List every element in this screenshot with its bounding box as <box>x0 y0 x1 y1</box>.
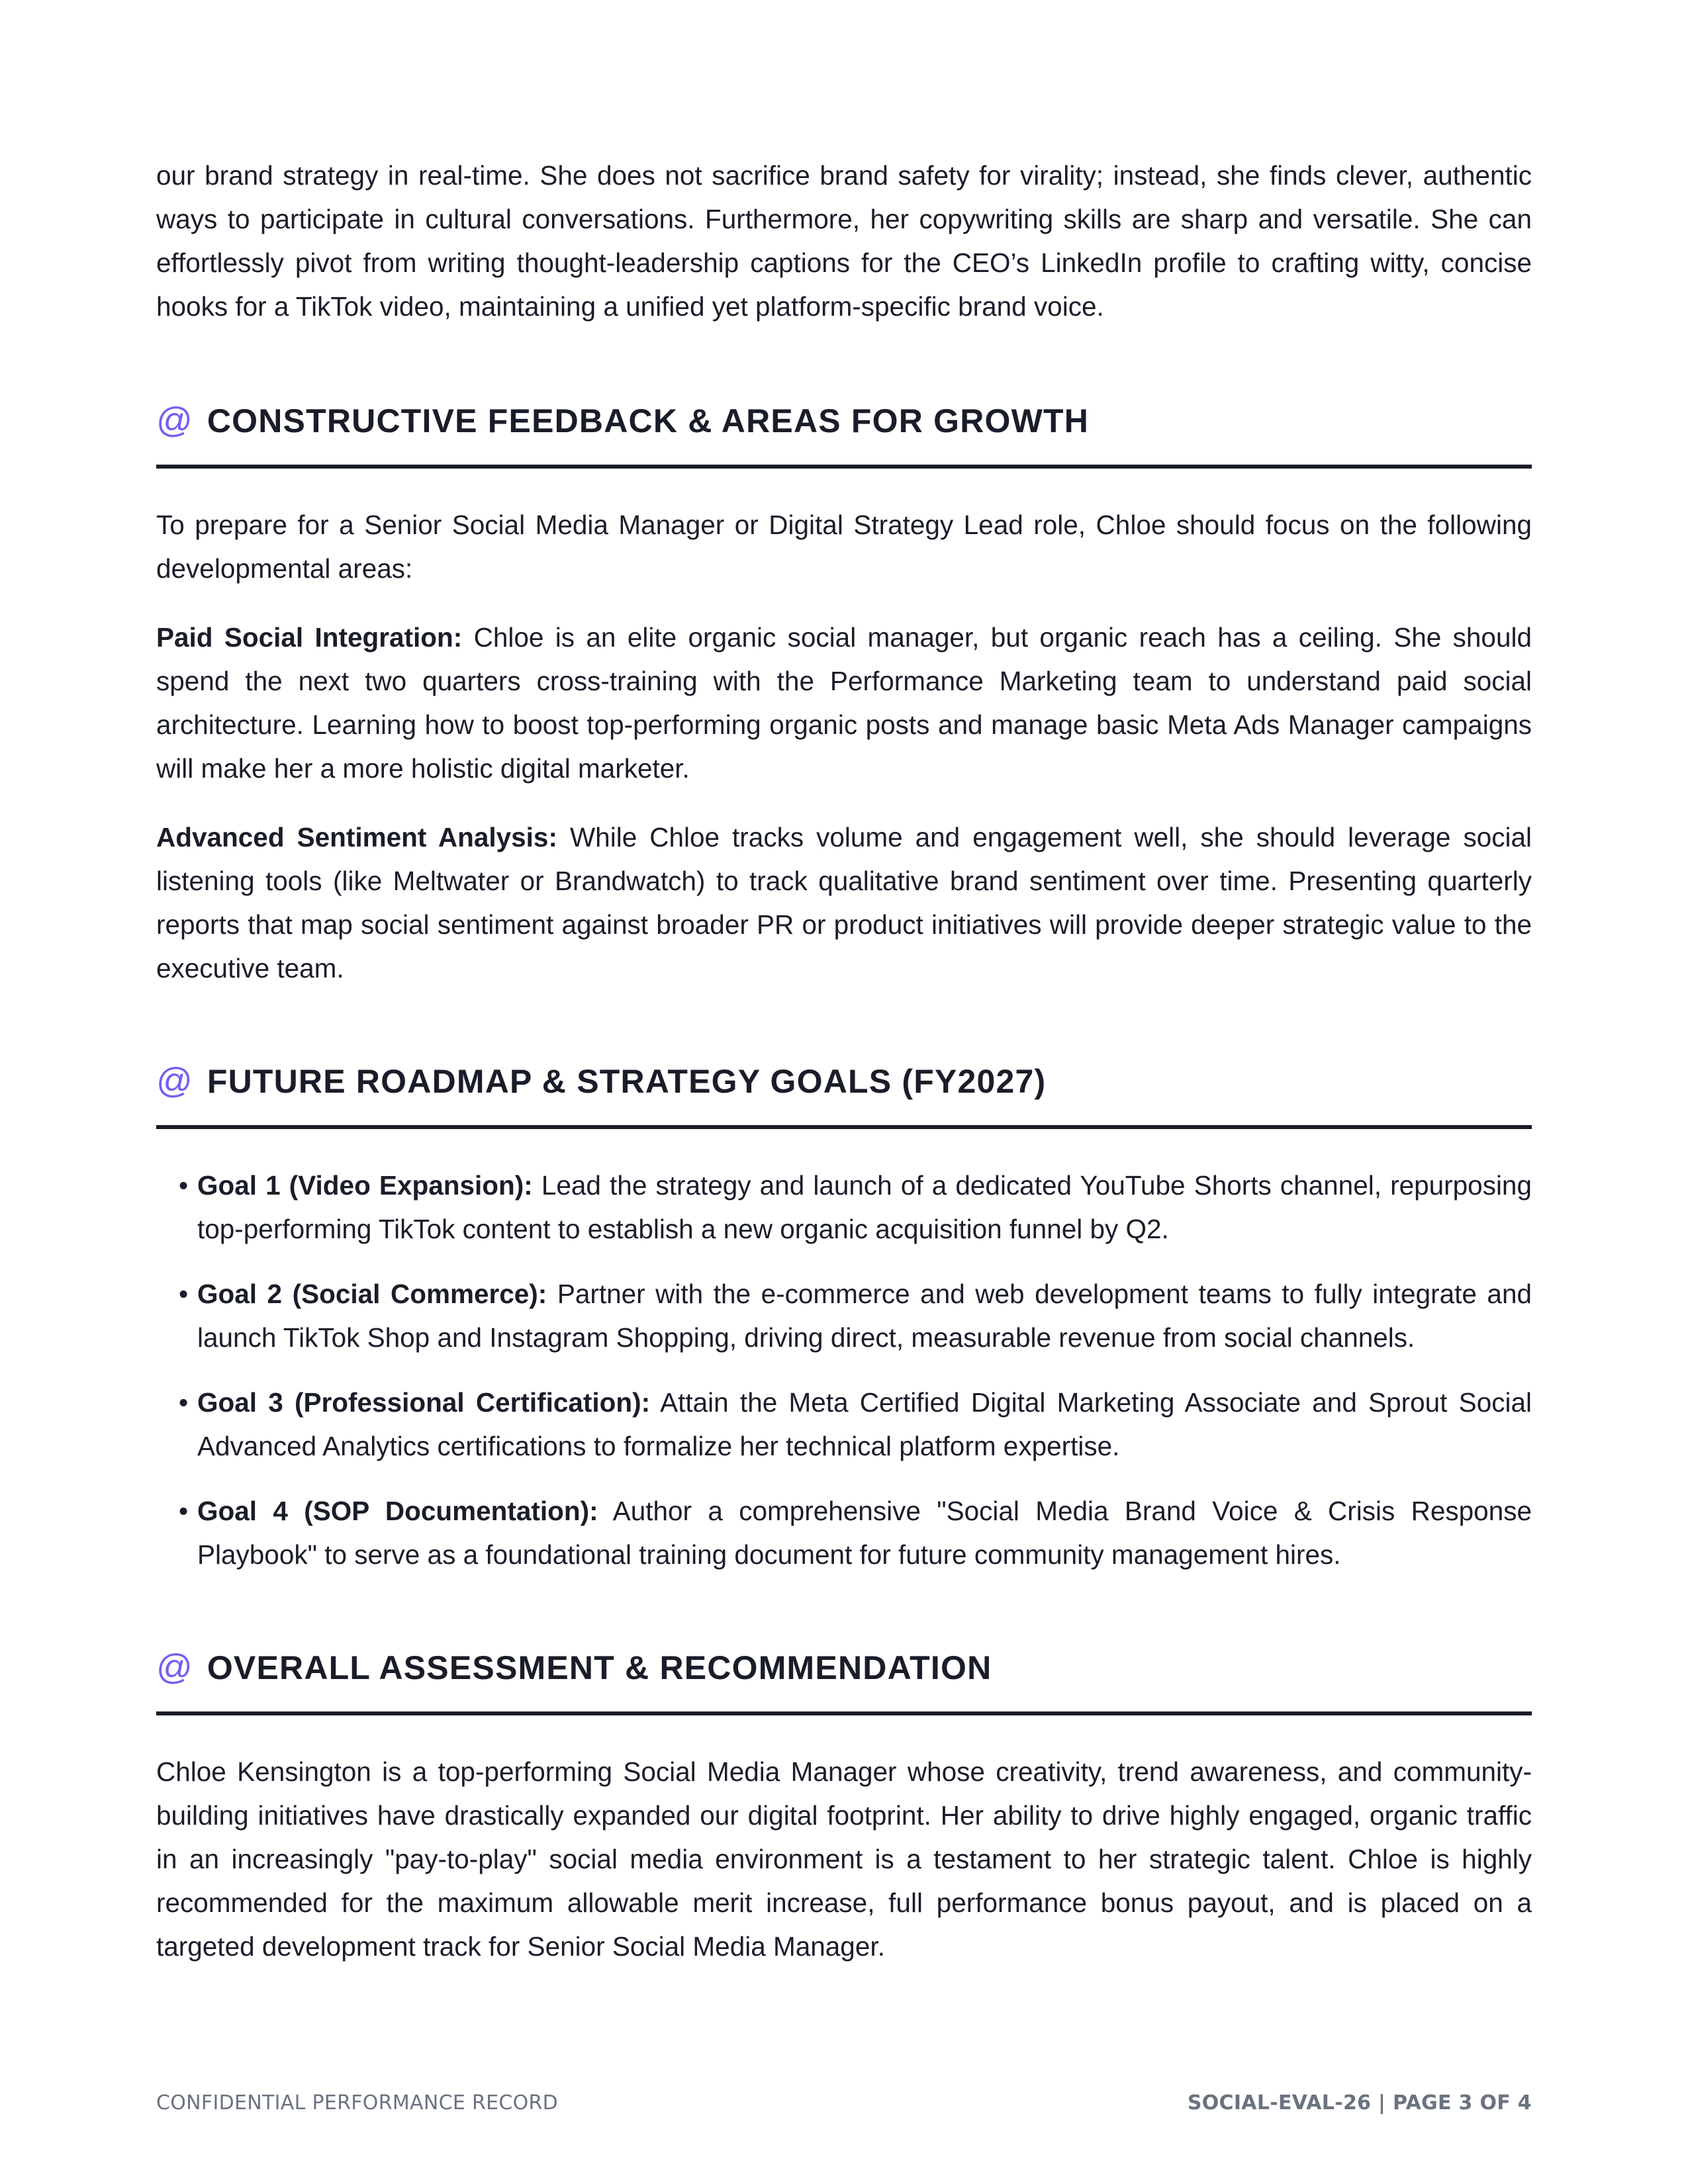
roadmap-section-header <box>156 1063 1532 1129</box>
goal-lead: Goal 4 (SOP Documentation): <box>197 1496 598 1526</box>
at-sign-icon: @ <box>156 400 193 440</box>
document-page <box>156 154 1532 1968</box>
page-footer <box>156 2091 1532 2115</box>
feedback-item-paid-social <box>156 615 1532 790</box>
goal-item-1 <box>156 1163 1532 1251</box>
feedback-item-text: While Chloe tracks volume and engagement well, she should leverage social listening tools (like Meltwater or Brandwatch) to track qualitative brand sentiment over time. Presenting quarterly reports that map social sentiment against broader PR or product initiatives will provide deeper strategic value to the executive team. <box>156 822 1532 983</box>
goal-item-4 <box>156 1489 1532 1576</box>
bullet-icon: • <box>179 1170 189 1201</box>
bullet-icon: • <box>179 1387 189 1418</box>
goals-list <box>156 1163 1532 1576</box>
goal-text: Lead the strategy and launch of a dedicated YouTube Shorts channel, repurposing top-performing TikTok content to establish a new organic acquisition funnel by Q2. <box>197 1170 1532 1244</box>
feedback-section-header <box>156 402 1532 469</box>
goal-item-2 <box>156 1272 1532 1359</box>
roadmap-section-body <box>156 1163 1532 1576</box>
goal-item-3 <box>156 1381 1532 1468</box>
goal-lead: Goal 3 (Professional Certification): <box>197 1387 651 1418</box>
feedback-item-text: Chloe is an elite organic social manager, but organic reach has a ceiling. She should spend the next two quarters cross-training with the Performance Marketing team to understand paid social architecture. Learning how to boost top-performing organic posts and manage basic Meta Ads Manager campaigns will make her a more holistic digital marketer. <box>156 622 1532 784</box>
bullet-icon: • <box>179 1496 189 1526</box>
feedback-item-sentiment-analysis <box>156 815 1532 990</box>
assessment-section-header <box>156 1649 1532 1715</box>
goal-text: Author a comprehensive "Social Media Brand Voice & Crisis Response Playbook" to serve as a foundational training document for future community management hires. <box>197 1496 1532 1570</box>
at-sign-icon: @ <box>156 1061 193 1101</box>
assessment-paragraph: Chloe Kensington is a top-performing Social Media Manager whose creativity, trend awareness, and community-building initiatives have drastically expanded our digital footprint. Her ability to drive highly engaged, organic traffic in an increasingly "pay-to-play" social media environment is a testament to her strategic talent. Chloe is highly recommended for the maximum allowable merit increase, full performance bonus payout, and is placed on a targeted development track for Senior Social Media Manager. <box>156 1756 1532 1962</box>
goal-text: Attain the Meta Certified Digital Marketing Associate and Sprout Social Advanced Analytics certifications to formalize her technical platform expertise. <box>197 1387 1532 1461</box>
feedback-section-body <box>156 503 1532 990</box>
assessment-section-title: OVERALL ASSESSMENT & RECOMMENDATION <box>207 1649 992 1686</box>
goal-text: Partner with the e-commerce and web development teams to fully integrate and launch TikTok Shop and Instagram Shopping, driving direct, measurable revenue from social channels. <box>197 1279 1532 1353</box>
goal-lead: Goal 1 (Video Expansion): <box>197 1170 533 1201</box>
intro-continuation-paragraph: our brand strategy in real-time. She does not sacrifice brand safety for virality; instead, she finds clever, authentic ways to participate in cultural conversations. Furthermore, her copywriting skills are sharp and versatile. She can effortlessly pivot from writing thought-leadership captions for the CEO’s LinkedIn profile to crafting witty, concise hooks for a TikTok video, maintaining a unified yet platform-specific brand voice. <box>156 160 1532 322</box>
feedback-item-lead: Advanced Sentiment Analysis: <box>156 822 557 852</box>
at-sign-icon: @ <box>156 1647 193 1687</box>
assessment-section-body <box>156 1750 1532 1968</box>
goal-lead: Goal 2 (Social Commerce): <box>197 1279 547 1309</box>
footer-confidential-label: CONFIDENTIAL PERFORMANCE RECORD <box>156 2091 559 2115</box>
feedback-item-lead: Paid Social Integration: <box>156 622 463 653</box>
roadmap-section-title: FUTURE ROADMAP & STRATEGY GOALS (FY2027) <box>207 1063 1047 1100</box>
bullet-icon: • <box>179 1279 189 1309</box>
feedback-section-title: CONSTRUCTIVE FEEDBACK & AREAS FOR GROWTH <box>207 402 1090 439</box>
footer-page-reference: SOCIAL-EVAL-26 | PAGE 3 OF 4 <box>1187 2091 1532 2115</box>
feedback-intro-paragraph: To prepare for a Senior Social Media Manager or Digital Strategy Lead role, Chloe should focus on the following developmental areas: <box>156 510 1532 584</box>
